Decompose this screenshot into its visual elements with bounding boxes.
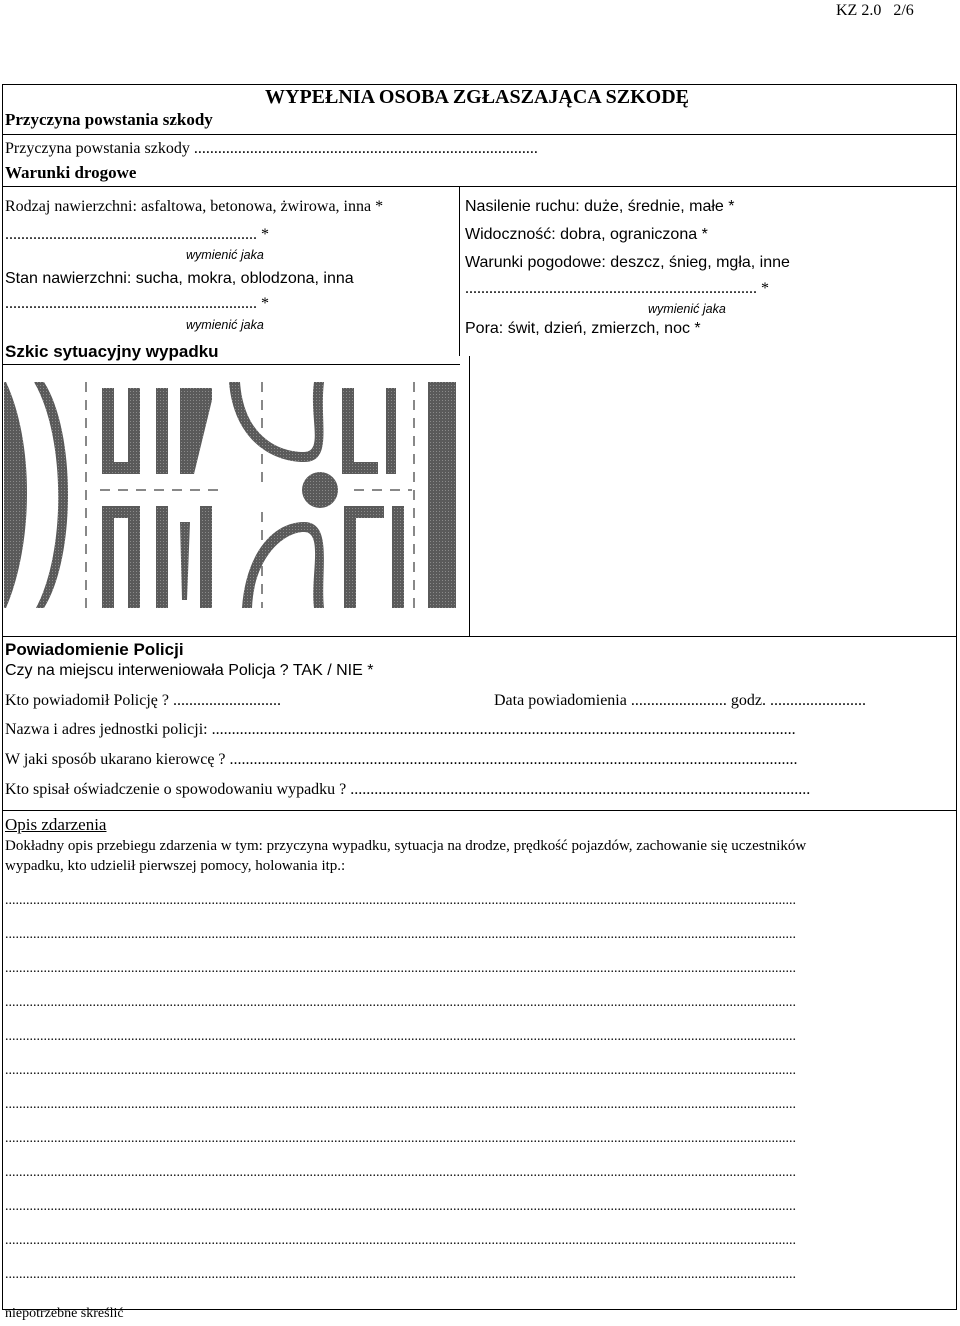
- frame-bottom: [2, 1309, 957, 1310]
- description-line[interactable]: ..................................................................................................................................................................................................................................: [5, 893, 796, 908]
- frame-right: [956, 84, 957, 1310]
- road-heading: Warunki drogowe: [5, 163, 137, 182]
- frame-left: [2, 84, 3, 1310]
- sketch-area[interactable]: [4, 382, 456, 608]
- cause-field[interactable]: Przyczyna powstania szkody ......................................................................................: [5, 140, 538, 157]
- penalty-field[interactable]: W jaki sposób ukarano kierowcę ? ..............................................................................................................................................: [5, 751, 798, 768]
- description-line[interactable]: ..................................................................................................................................................................................................................................: [5, 995, 796, 1010]
- divider: [2, 186, 957, 187]
- weather: Warunki pogodowe: deszcz, śnieg, mgła, inne: [465, 254, 790, 271]
- sketch-divider: [469, 356, 470, 636]
- police-unit-field[interactable]: Nazwa i adres jednostki policji: ..................................................................................................................................................: [5, 721, 796, 738]
- description-instructions: wypadku, kto udzielił pierwszej pomocy, holowania itp.:: [5, 858, 346, 874]
- specify-note: wymienić jaka: [186, 248, 264, 262]
- description-line[interactable]: ..................................................................................................................................................................................................................................: [5, 1063, 796, 1078]
- surface-type-fill[interactable]: ............................................................... *: [5, 226, 269, 243]
- who-notified-field[interactable]: Kto powiadomił Policję ? ...........................: [5, 692, 281, 709]
- statement-field[interactable]: Kto spisał oświadczenie o spowodowaniu wypadku ? ...................................................................................................................: [5, 781, 811, 798]
- divider: [2, 810, 957, 811]
- visibility: Widoczność: dobra, ograniczona *: [465, 226, 708, 243]
- page-number: 2/6: [893, 2, 914, 19]
- traffic-intensity: Nasilenie ruchu: duże, średnie, małe *: [465, 198, 735, 215]
- police-heading: Powiadomienie Policji: [5, 640, 184, 659]
- frame-top: [2, 84, 957, 85]
- sketch-heading: Szkic sytuacyjny wypadku: [5, 342, 219, 361]
- version-label: KZ 2.0: [836, 2, 882, 19]
- description-instructions: Dokładny opis przebiegu zdarzenia w tym: przyczyna wypadku, sytuacja na drodze, prędkość pojazdów, zachowanie się uczestników: [5, 838, 807, 854]
- weather-fill[interactable]: ......................................................................... *: [465, 280, 769, 297]
- surface-type: Rodzaj nawierzchni: asfaltowa, betonowa, żwirowa, inna *: [5, 198, 384, 215]
- description-line[interactable]: ..................................................................................................................................................................................................................................: [5, 1267, 796, 1282]
- specify-note: wymienić jaka: [648, 302, 726, 316]
- description-line[interactable]: ..................................................................................................................................................................................................................................: [5, 1233, 796, 1248]
- footnote: niepotrzebne skreślić: [5, 1306, 124, 1321]
- description-line[interactable]: ..................................................................................................................................................................................................................................: [5, 1029, 796, 1044]
- description-line[interactable]: ..................................................................................................................................................................................................................................: [5, 927, 796, 942]
- cause-heading: Przyczyna powstania szkody: [5, 110, 213, 129]
- divider: [2, 134, 957, 135]
- description-line[interactable]: ..................................................................................................................................................................................................................................: [5, 1131, 796, 1146]
- description-line[interactable]: ..................................................................................................................................................................................................................................: [5, 961, 796, 976]
- time-of-day: Pora: świt, dzień, zmierzch, noc *: [465, 320, 701, 337]
- police-intervened[interactable]: Czy na miejscu interweniowała Policja ? TAK / NIE *: [5, 662, 374, 679]
- specify-note: wymienić jaka: [186, 318, 264, 332]
- divider: [2, 636, 957, 637]
- form-version: [836, 2, 914, 20]
- intersection-sketch: [4, 382, 456, 608]
- surface-state: Stan nawierzchni: sucha, mokra, oblodzona, inna: [5, 270, 354, 287]
- description-line[interactable]: ..................................................................................................................................................................................................................................: [5, 1199, 796, 1214]
- description-line[interactable]: ..................................................................................................................................................................................................................................: [5, 1097, 796, 1112]
- column-divider: [459, 186, 460, 356]
- surface-state-fill[interactable]: ............................................................... *: [5, 295, 269, 312]
- notify-date-field[interactable]: Data powiadomienia ........................ godz. ........................: [494, 692, 866, 709]
- description-line[interactable]: ..................................................................................................................................................................................................................................: [5, 1165, 796, 1180]
- description-heading: Opis zdarzenia: [5, 815, 107, 834]
- divider: [2, 364, 460, 365]
- form-title: WYPEŁNIA OSOBA ZGŁASZAJĄCA SZKODĘ: [265, 86, 689, 108]
